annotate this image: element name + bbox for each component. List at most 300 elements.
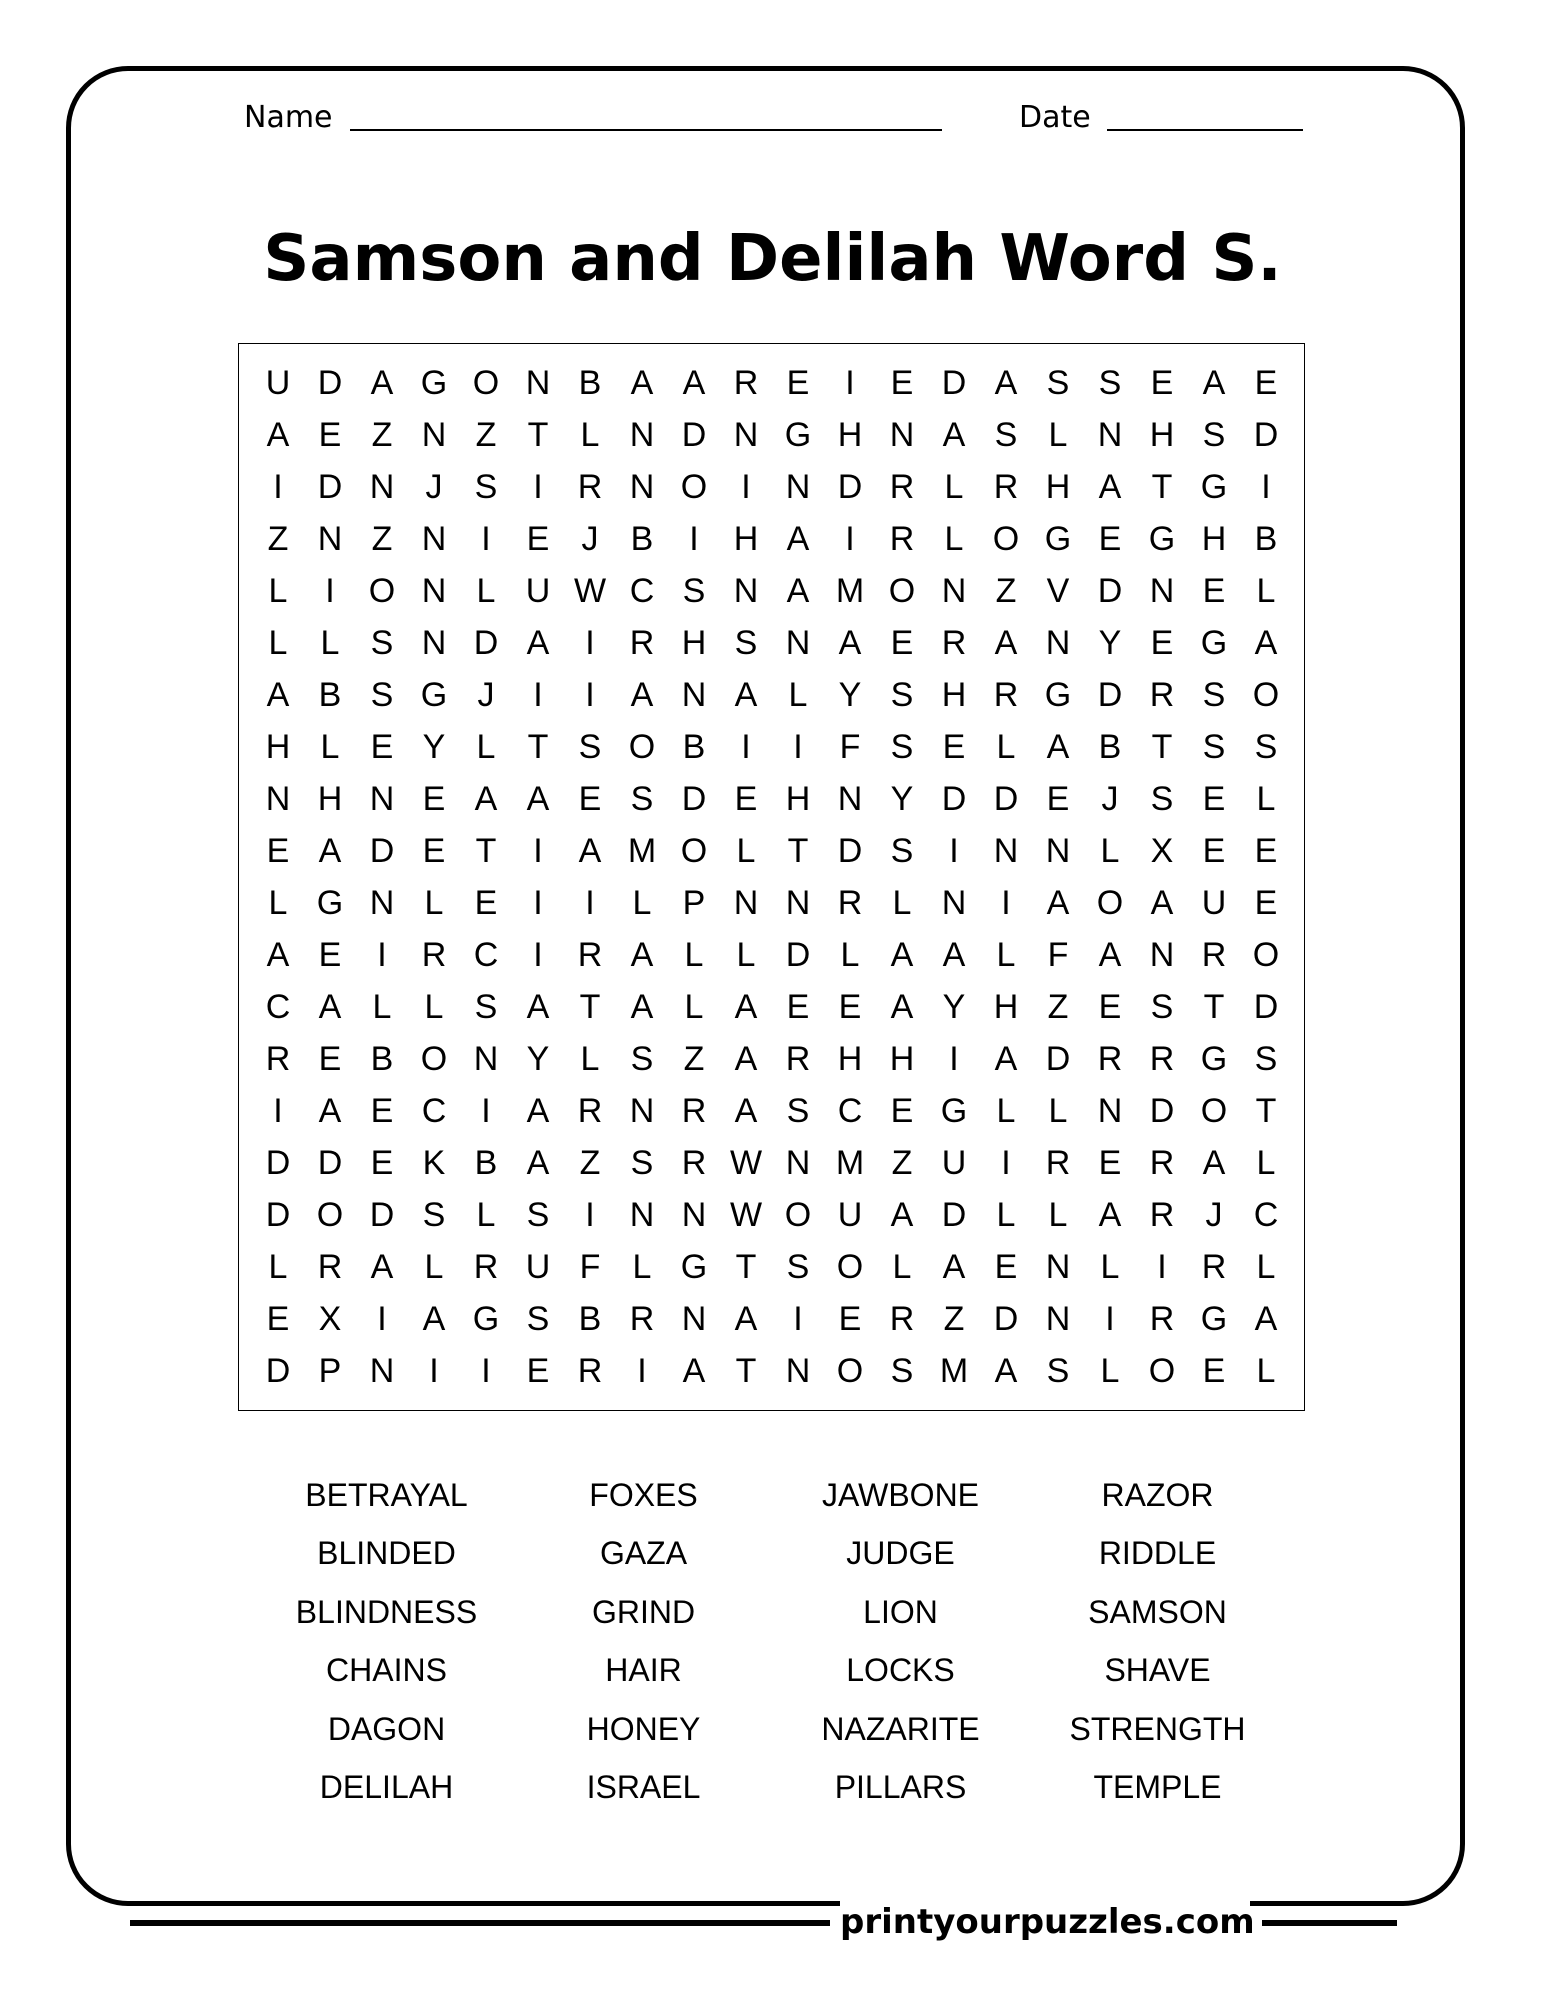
grid-cell[interactable]: O	[888, 571, 916, 610]
grid-cell[interactable]: D	[837, 467, 863, 506]
grid-cell[interactable]: A	[370, 1247, 394, 1286]
grid-cell[interactable]: N	[733, 415, 759, 454]
grid-cell[interactable]: A	[1202, 363, 1226, 402]
grid-cell[interactable]: A	[266, 415, 290, 454]
grid-cell[interactable]: A	[890, 987, 914, 1026]
grid-cell[interactable]: L	[476, 727, 496, 766]
grid-cell[interactable]: I	[533, 675, 543, 714]
grid-cell[interactable]: O	[836, 1351, 864, 1390]
grid-cell[interactable]: R	[837, 883, 863, 922]
grid-cell[interactable]: O	[472, 363, 500, 402]
grid-cell[interactable]: Z	[943, 1299, 965, 1338]
grid-cell[interactable]: S	[474, 467, 498, 506]
grid-cell[interactable]: R	[629, 623, 655, 662]
grid-cell[interactable]: E	[526, 1351, 550, 1390]
grid-cell[interactable]: H	[1045, 467, 1071, 506]
grid-cell[interactable]: N	[1045, 831, 1071, 870]
grid-cell[interactable]: L	[1048, 415, 1068, 454]
grid-cell[interactable]: D	[369, 1195, 395, 1234]
grid-cell[interactable]: G	[1148, 519, 1176, 558]
grid-cell[interactable]: D	[681, 415, 707, 454]
grid-cell[interactable]: A	[890, 935, 914, 974]
grid-cell[interactable]: T	[1203, 987, 1225, 1026]
grid-cell[interactable]: D	[941, 1195, 967, 1234]
grid-cell[interactable]: B	[318, 675, 342, 714]
grid-cell[interactable]: L	[1100, 1247, 1120, 1286]
grid-cell[interactable]: D	[369, 831, 395, 870]
grid-cell[interactable]: N	[629, 1091, 655, 1130]
grid-cell[interactable]: R	[889, 519, 915, 558]
grid-cell[interactable]: L	[996, 935, 1016, 974]
grid-cell[interactable]: D	[1253, 415, 1279, 454]
grid-cell[interactable]: H	[837, 1039, 863, 1078]
grid-cell[interactable]: A	[994, 1351, 1018, 1390]
grid-cell[interactable]: S	[474, 987, 498, 1026]
grid-cell[interactable]: A	[838, 623, 862, 662]
grid-cell[interactable]: D	[265, 1195, 291, 1234]
grid-cell[interactable]: Z	[371, 519, 393, 558]
grid-cell[interactable]: E	[786, 363, 810, 402]
grid-cell[interactable]: R	[1201, 1247, 1227, 1286]
grid-cell[interactable]: E	[786, 987, 810, 1026]
grid-cell[interactable]: A	[786, 519, 810, 558]
grid-cell[interactable]: S	[786, 1091, 810, 1130]
grid-cell[interactable]: A	[734, 1091, 758, 1130]
grid-cell[interactable]: F	[579, 1247, 601, 1286]
grid-cell[interactable]: A	[734, 1299, 758, 1338]
grid-cell[interactable]: H	[941, 675, 967, 714]
grid-cell[interactable]: R	[1201, 935, 1227, 974]
grid-cell[interactable]: S	[890, 727, 914, 766]
grid-cell[interactable]: N	[785, 623, 811, 662]
grid-cell[interactable]: L	[580, 1039, 600, 1078]
grid-cell[interactable]: L	[320, 623, 340, 662]
grid-cell[interactable]: L	[268, 623, 288, 662]
grid-cell[interactable]: D	[941, 363, 967, 402]
grid-cell[interactable]: T	[787, 831, 809, 870]
grid-cell[interactable]: S	[526, 1299, 550, 1338]
grid-cell[interactable]: I	[481, 1351, 491, 1390]
grid-cell[interactable]: S	[1150, 779, 1174, 818]
grid-cell[interactable]: I	[533, 883, 543, 922]
grid-cell[interactable]: O	[368, 571, 396, 610]
grid-cell[interactable]: L	[372, 987, 392, 1026]
grid-cell[interactable]: L	[580, 415, 600, 454]
grid-cell[interactable]: O	[680, 467, 708, 506]
grid-cell[interactable]: L	[840, 935, 860, 974]
grid-cell[interactable]: E	[526, 519, 550, 558]
grid-cell[interactable]: N	[369, 779, 395, 818]
grid-cell[interactable]: A	[682, 1351, 706, 1390]
grid-cell[interactable]: I	[273, 467, 283, 506]
grid-cell[interactable]: A	[630, 675, 654, 714]
grid-cell[interactable]: V	[1046, 571, 1070, 610]
grid-cell[interactable]: T	[475, 831, 497, 870]
grid-cell[interactable]: I	[533, 935, 543, 974]
grid-cell[interactable]: E	[1254, 883, 1278, 922]
grid-cell[interactable]: D	[993, 1299, 1019, 1338]
grid-cell[interactable]: L	[736, 831, 756, 870]
grid-cell[interactable]: S	[1202, 675, 1226, 714]
grid-cell[interactable]: W	[573, 571, 607, 610]
grid-cell[interactable]: I	[793, 1299, 803, 1338]
grid-cell[interactable]: N	[629, 1195, 655, 1234]
grid-cell[interactable]: A	[526, 623, 550, 662]
grid-cell[interactable]: Z	[579, 1143, 601, 1182]
grid-cell[interactable]: G	[940, 1091, 968, 1130]
grid-cell[interactable]: Z	[1047, 987, 1069, 1026]
grid-cell[interactable]: S	[370, 675, 394, 714]
grid-cell[interactable]: B	[578, 363, 602, 402]
grid-cell[interactable]: S	[1202, 727, 1226, 766]
grid-cell[interactable]: P	[318, 1351, 342, 1390]
grid-cell[interactable]: Z	[683, 1039, 705, 1078]
grid-cell[interactable]: Y	[838, 675, 862, 714]
grid-cell[interactable]: H	[317, 779, 343, 818]
grid-cell[interactable]: E	[1202, 571, 1226, 610]
grid-cell[interactable]: X	[318, 1299, 342, 1338]
grid-cell[interactable]: U	[525, 1247, 551, 1286]
grid-cell[interactable]: G	[784, 415, 812, 454]
grid-cell[interactable]: N	[681, 675, 707, 714]
grid-cell[interactable]: N	[941, 571, 967, 610]
grid-cell[interactable]: C	[629, 571, 655, 610]
grid-cell[interactable]: W	[729, 1195, 763, 1234]
grid-cell[interactable]: D	[317, 1143, 343, 1182]
grid-cell[interactable]: N	[1149, 935, 1175, 974]
grid-cell[interactable]: S	[734, 623, 758, 662]
footer-site-link[interactable]: printyourpuzzles.com	[840, 1897, 1250, 1947]
grid-cell[interactable]: I	[1001, 883, 1011, 922]
grid-cell[interactable]: K	[422, 1143, 446, 1182]
grid-cell[interactable]: L	[424, 987, 444, 1026]
grid-cell[interactable]: A	[630, 987, 654, 1026]
grid-cell[interactable]: D	[265, 1143, 291, 1182]
grid-cell[interactable]: R	[1097, 1039, 1123, 1078]
grid-cell[interactable]: J	[425, 467, 443, 506]
grid-cell[interactable]: T	[527, 415, 549, 454]
grid-cell[interactable]: S	[630, 1143, 654, 1182]
grid-cell[interactable]: E	[942, 727, 966, 766]
name-field-line[interactable]	[350, 129, 942, 131]
grid-cell[interactable]: D	[1149, 1091, 1175, 1130]
grid-cell[interactable]: L	[424, 1247, 444, 1286]
grid-cell[interactable]: Z	[267, 519, 289, 558]
grid-cell[interactable]: H	[889, 1039, 915, 1078]
grid-cell[interactable]: M	[939, 1351, 969, 1390]
grid-cell[interactable]: S	[526, 1195, 550, 1234]
grid-cell[interactable]: R	[577, 935, 603, 974]
grid-cell[interactable]: L	[632, 1247, 652, 1286]
grid-cell[interactable]: A	[734, 675, 758, 714]
grid-cell[interactable]: S	[630, 1039, 654, 1078]
grid-cell[interactable]: C	[837, 1091, 863, 1130]
grid-cell[interactable]: N	[785, 883, 811, 922]
grid-cell[interactable]: S	[1046, 1351, 1070, 1390]
grid-cell[interactable]: E	[1254, 831, 1278, 870]
grid-cell[interactable]: M	[835, 571, 865, 610]
grid-cell[interactable]: N	[421, 519, 447, 558]
grid-cell[interactable]: G	[1200, 467, 1228, 506]
grid-cell[interactable]: R	[577, 1091, 603, 1130]
grid-cell[interactable]: Z	[371, 415, 393, 454]
grid-cell[interactable]: E	[370, 1143, 394, 1182]
grid-cell[interactable]: R	[317, 1247, 343, 1286]
grid-cell[interactable]: D	[317, 363, 343, 402]
grid-cell[interactable]: N	[369, 467, 395, 506]
grid-cell[interactable]: D	[681, 779, 707, 818]
grid-cell[interactable]: Z	[891, 1143, 913, 1182]
grid-cell[interactable]: L	[788, 675, 808, 714]
grid-cell[interactable]: E	[1254, 363, 1278, 402]
grid-cell[interactable]: N	[369, 883, 395, 922]
grid-cell[interactable]: C	[265, 987, 291, 1026]
grid-cell[interactable]: L	[944, 519, 964, 558]
grid-cell[interactable]: I	[949, 1039, 959, 1078]
grid-cell[interactable]: I	[845, 519, 855, 558]
grid-cell[interactable]: E	[318, 1039, 342, 1078]
grid-cell[interactable]: C	[1253, 1195, 1279, 1234]
grid-cell[interactable]: T	[579, 987, 601, 1026]
grid-cell[interactable]: E	[890, 363, 914, 402]
grid-cell[interactable]: A	[370, 363, 394, 402]
grid-cell[interactable]: R	[681, 1143, 707, 1182]
grid-cell[interactable]: J	[1205, 1195, 1223, 1234]
grid-cell[interactable]: I	[325, 571, 335, 610]
grid-cell[interactable]: E	[890, 1091, 914, 1130]
grid-cell[interactable]: L	[1100, 1351, 1120, 1390]
grid-cell[interactable]: H	[785, 779, 811, 818]
grid-cell[interactable]: E	[1098, 987, 1122, 1026]
grid-cell[interactable]: U	[525, 571, 551, 610]
grid-cell[interactable]: I	[429, 1351, 439, 1390]
grid-cell[interactable]: N	[473, 1039, 499, 1078]
grid-cell[interactable]: E	[1202, 831, 1226, 870]
grid-cell[interactable]: H	[681, 623, 707, 662]
grid-cell[interactable]: E	[734, 779, 758, 818]
grid-cell[interactable]: L	[1048, 1091, 1068, 1130]
grid-cell[interactable]: N	[1045, 1247, 1071, 1286]
grid-cell[interactable]: N	[421, 571, 447, 610]
grid-cell[interactable]: A	[630, 935, 654, 974]
grid-cell[interactable]: L	[944, 467, 964, 506]
grid-cell[interactable]: R	[889, 467, 915, 506]
grid-cell[interactable]: T	[1151, 467, 1173, 506]
grid-cell[interactable]: E	[1150, 363, 1174, 402]
grid-cell[interactable]: X	[1150, 831, 1174, 870]
grid-cell[interactable]: D	[993, 779, 1019, 818]
grid-cell[interactable]: R	[889, 1299, 915, 1338]
grid-cell[interactable]: N	[317, 519, 343, 558]
grid-cell[interactable]: A	[526, 1143, 550, 1182]
grid-cell[interactable]: E	[1098, 519, 1122, 558]
grid-cell[interactable]: I	[585, 1195, 595, 1234]
grid-cell[interactable]: N	[369, 1351, 395, 1390]
grid-cell[interactable]: L	[1256, 1143, 1276, 1182]
grid-cell[interactable]: A	[1098, 935, 1122, 974]
grid-cell[interactable]: S	[370, 623, 394, 662]
grid-cell[interactable]: D	[785, 935, 811, 974]
grid-cell[interactable]: O	[1252, 935, 1280, 974]
grid-cell[interactable]: L	[268, 1247, 288, 1286]
grid-cell[interactable]: B	[1098, 727, 1122, 766]
grid-cell[interactable]: A	[994, 363, 1018, 402]
grid-cell[interactable]: I	[949, 831, 959, 870]
grid-cell[interactable]: O	[784, 1195, 812, 1234]
grid-cell[interactable]: N	[1097, 1091, 1123, 1130]
grid-cell[interactable]: U	[1201, 883, 1227, 922]
grid-cell[interactable]: N	[629, 415, 655, 454]
grid-cell[interactable]: E	[318, 415, 342, 454]
grid-cell[interactable]: T	[1151, 727, 1173, 766]
grid-cell[interactable]: E	[838, 1299, 862, 1338]
grid-cell[interactable]: N	[681, 1299, 707, 1338]
grid-cell[interactable]: G	[472, 1299, 500, 1338]
grid-cell[interactable]: E	[474, 883, 498, 922]
grid-cell[interactable]: F	[839, 727, 861, 766]
grid-cell[interactable]: D	[837, 831, 863, 870]
grid-cell[interactable]: Y	[526, 1039, 550, 1078]
grid-cell[interactable]: M	[627, 831, 657, 870]
grid-cell[interactable]: G	[1044, 519, 1072, 558]
grid-cell[interactable]: N	[1097, 415, 1123, 454]
grid-cell[interactable]: I	[637, 1351, 647, 1390]
grid-cell[interactable]: E	[1202, 779, 1226, 818]
grid-cell[interactable]: L	[424, 883, 444, 922]
grid-cell[interactable]: J	[1101, 779, 1119, 818]
grid-cell[interactable]: S	[890, 1351, 914, 1390]
grid-cell[interactable]: L	[1256, 1351, 1276, 1390]
grid-cell[interactable]: W	[729, 1143, 763, 1182]
grid-cell[interactable]: H	[733, 519, 759, 558]
grid-cell[interactable]: C	[421, 1091, 447, 1130]
grid-cell[interactable]: G	[1200, 1039, 1228, 1078]
grid-cell[interactable]: L	[996, 1195, 1016, 1234]
grid-cell[interactable]: N	[785, 1143, 811, 1182]
grid-cell[interactable]: S	[630, 779, 654, 818]
grid-cell[interactable]: A	[422, 1299, 446, 1338]
grid-cell[interactable]: L	[892, 883, 912, 922]
grid-cell[interactable]: M	[835, 1143, 865, 1182]
grid-cell[interactable]: L	[268, 571, 288, 610]
grid-cell[interactable]: I	[377, 935, 387, 974]
grid-cell[interactable]: S	[1098, 363, 1122, 402]
grid-cell[interactable]: N	[421, 623, 447, 662]
grid-cell[interactable]: R	[1149, 1299, 1175, 1338]
grid-cell[interactable]: A	[942, 415, 966, 454]
grid-cell[interactable]: H	[265, 727, 291, 766]
grid-cell[interactable]: R	[1045, 1143, 1071, 1182]
grid-cell[interactable]: B	[1254, 519, 1278, 558]
grid-cell[interactable]: A	[890, 1195, 914, 1234]
grid-cell[interactable]: H	[1201, 519, 1227, 558]
grid-cell[interactable]: I	[273, 1091, 283, 1130]
grid-cell[interactable]: R	[785, 1039, 811, 1078]
grid-cell[interactable]: H	[837, 415, 863, 454]
grid-cell[interactable]: Y	[890, 779, 914, 818]
grid-cell[interactable]: A	[526, 779, 550, 818]
grid-cell[interactable]: O	[1252, 675, 1280, 714]
grid-cell[interactable]: U	[941, 1143, 967, 1182]
grid-cell[interactable]: I	[585, 883, 595, 922]
grid-cell[interactable]: N	[733, 571, 759, 610]
grid-cell[interactable]: T	[527, 727, 549, 766]
grid-cell[interactable]: A	[994, 623, 1018, 662]
grid-cell[interactable]: R	[941, 623, 967, 662]
grid-cell[interactable]: N	[1045, 1299, 1071, 1338]
grid-cell[interactable]: O	[420, 1039, 448, 1078]
grid-cell[interactable]: E	[1150, 623, 1174, 662]
grid-cell[interactable]: E	[890, 623, 914, 662]
grid-cell[interactable]: N	[265, 779, 291, 818]
grid-cell[interactable]: E	[318, 935, 342, 974]
grid-cell[interactable]: R	[629, 1299, 655, 1338]
grid-cell[interactable]: A	[942, 935, 966, 974]
grid-cell[interactable]: O	[628, 727, 656, 766]
grid-cell[interactable]: S	[994, 415, 1018, 454]
grid-cell[interactable]: D	[265, 1351, 291, 1390]
grid-cell[interactable]: A	[1046, 883, 1070, 922]
grid-cell[interactable]: O	[836, 1247, 864, 1286]
grid-cell[interactable]: Y	[422, 727, 446, 766]
date-field-line[interactable]	[1107, 129, 1303, 131]
grid-cell[interactable]: R	[1149, 1143, 1175, 1182]
grid-cell[interactable]: L	[1256, 1247, 1276, 1286]
grid-cell[interactable]: D	[1045, 1039, 1071, 1078]
grid-cell[interactable]: A	[526, 1091, 550, 1130]
grid-cell[interactable]: A	[682, 363, 706, 402]
grid-cell[interactable]: A	[266, 675, 290, 714]
grid-cell[interactable]: U	[265, 363, 291, 402]
grid-cell[interactable]: N	[889, 415, 915, 454]
grid-cell[interactable]: S	[682, 571, 706, 610]
grid-cell[interactable]: Y	[1098, 623, 1122, 662]
grid-cell[interactable]: L	[684, 935, 704, 974]
grid-cell[interactable]: I	[845, 363, 855, 402]
grid-cell[interactable]: D	[1253, 987, 1279, 1026]
grid-cell[interactable]: G	[420, 363, 448, 402]
grid-cell[interactable]: L	[1256, 571, 1276, 610]
grid-cell[interactable]: Y	[942, 987, 966, 1026]
grid-cell[interactable]: R	[265, 1039, 291, 1078]
grid-cell[interactable]: T	[1255, 1091, 1277, 1130]
grid-cell[interactable]: A	[318, 987, 342, 1026]
grid-cell[interactable]: F	[1047, 935, 1069, 974]
grid-cell[interactable]: O	[992, 519, 1020, 558]
grid-cell[interactable]: D	[1097, 571, 1123, 610]
grid-cell[interactable]: I	[741, 727, 751, 766]
grid-cell[interactable]: A	[526, 987, 550, 1026]
grid-cell[interactable]: A	[1098, 1195, 1122, 1234]
grid-cell[interactable]: S	[786, 1247, 810, 1286]
grid-cell[interactable]: E	[266, 831, 290, 870]
grid-cell[interactable]: L	[268, 883, 288, 922]
grid-cell[interactable]: B	[370, 1039, 394, 1078]
grid-cell[interactable]: I	[585, 675, 595, 714]
grid-cell[interactable]: N	[1149, 571, 1175, 610]
grid-cell[interactable]: L	[996, 727, 1016, 766]
grid-cell[interactable]: N	[1045, 623, 1071, 662]
grid-cell[interactable]: B	[630, 519, 654, 558]
grid-cell[interactable]: I	[533, 467, 543, 506]
grid-cell[interactable]: J	[581, 519, 599, 558]
grid-cell[interactable]: S	[1254, 1039, 1278, 1078]
grid-cell[interactable]: A	[1202, 1143, 1226, 1182]
grid-cell[interactable]: I	[533, 831, 543, 870]
grid-cell[interactable]: S	[890, 675, 914, 714]
grid-cell[interactable]: G	[680, 1247, 708, 1286]
grid-cell[interactable]: S	[1150, 987, 1174, 1026]
